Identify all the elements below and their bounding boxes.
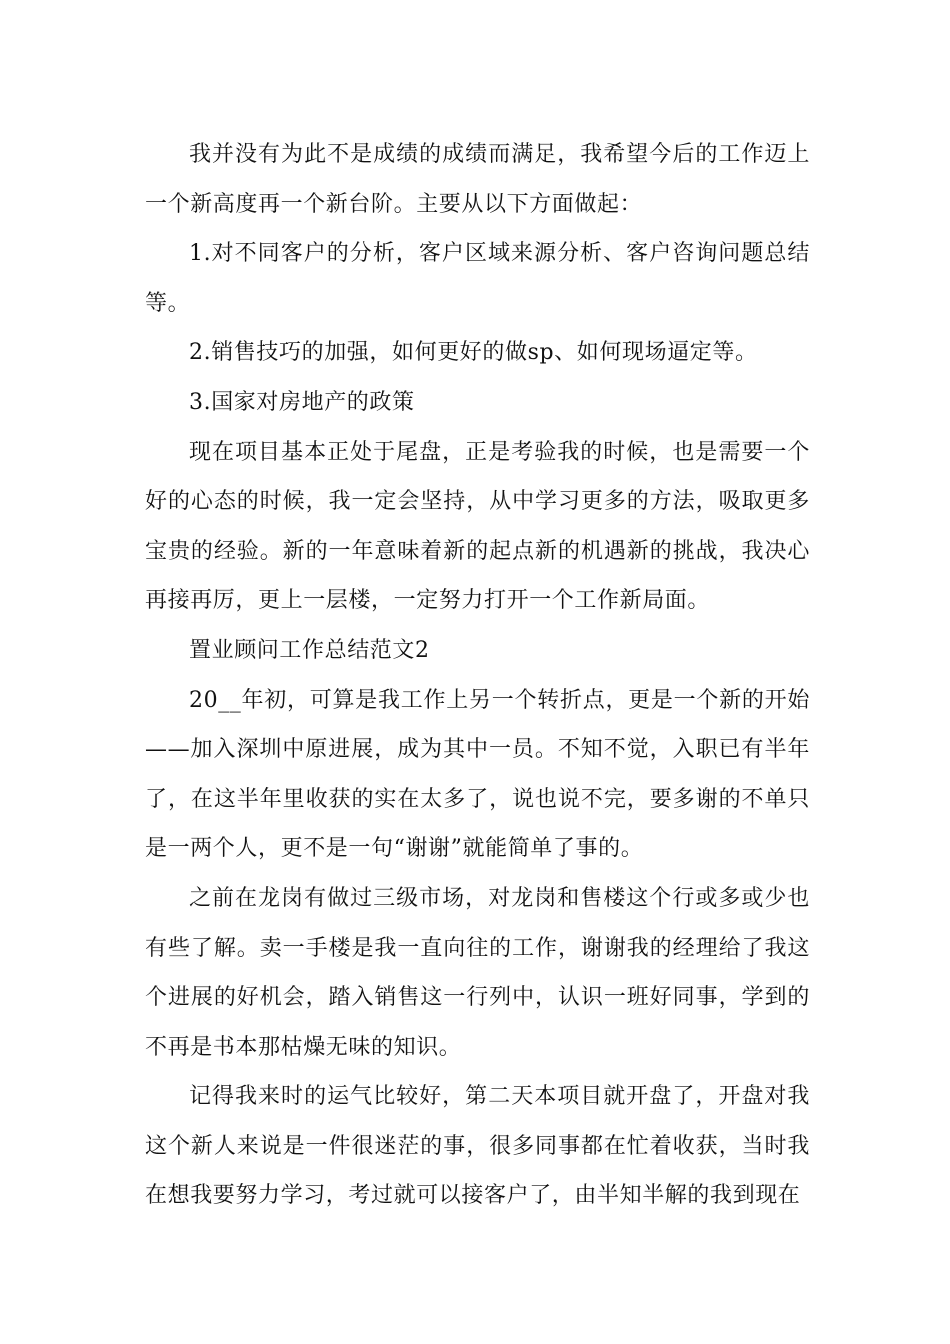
paragraph-item-3: 3.国家对房地产的政策 <box>189 389 415 415</box>
document-body <box>145 130 810 1221</box>
paragraph-opening: 记得我来时的运气比较好，第二天本项目就开盘了，开盘对我这个新人来说是一件很迷茫的事，很多同事都在忙着收获，当时我在想我要努力学习，考过就可以接客户了，由半知半解的我到现在 <box>145 1084 810 1209</box>
paragraph-project-status: 现在项目基本正处于尾盘，正是考验我的时候，也是需要一个好的心态的时候，我一定会坚持，从中学习更多的方法，吸取更多宝贵的经验。新的一年意味着新的起点新的机遇新的挑战，我决心再接再厉，更上一层楼，一定努力打开一个工作新局面。 <box>145 439 810 614</box>
paragraph-new-start: 20__年初，可算是我工作上另一个转折点，更是一个新的开始——加入深圳中原进展，成为其中一员。不知不觉，入职已有半年了，在这半年里收获的实在太多了，说也说不完，要多谢的不单只是一两个人，更不是一句“谢谢”就能简单了事的。 <box>145 687 810 862</box>
paragraph-item-1: 1.对不同客户的分析，客户区域来源分析、客户咨询问题总结等。 <box>145 241 810 316</box>
paragraph-intro: 我并没有为此不是成绩的成绩而满足，我希望今后的工作迈上一个新高度再一个新台阶。主要从以下方面做起： <box>145 142 810 217</box>
paragraph-background: 之前在龙岗有做过三级市场，对龙岗和售楼这个行或多或少也有些了解。卖一手楼是我一直向往的工作，谢谢我的经理给了我这个进展的好机会，踏入销售这一行列中，认识一班好同事，学到的不再是书本那枯燥无味的知识。 <box>145 885 810 1060</box>
section-heading: 置业顾问工作总结范文2 <box>189 637 430 663</box>
paragraph-item-2: 2.销售技巧的加强，如何更好的做sp、如何现场逼定等。 <box>189 340 758 366</box>
